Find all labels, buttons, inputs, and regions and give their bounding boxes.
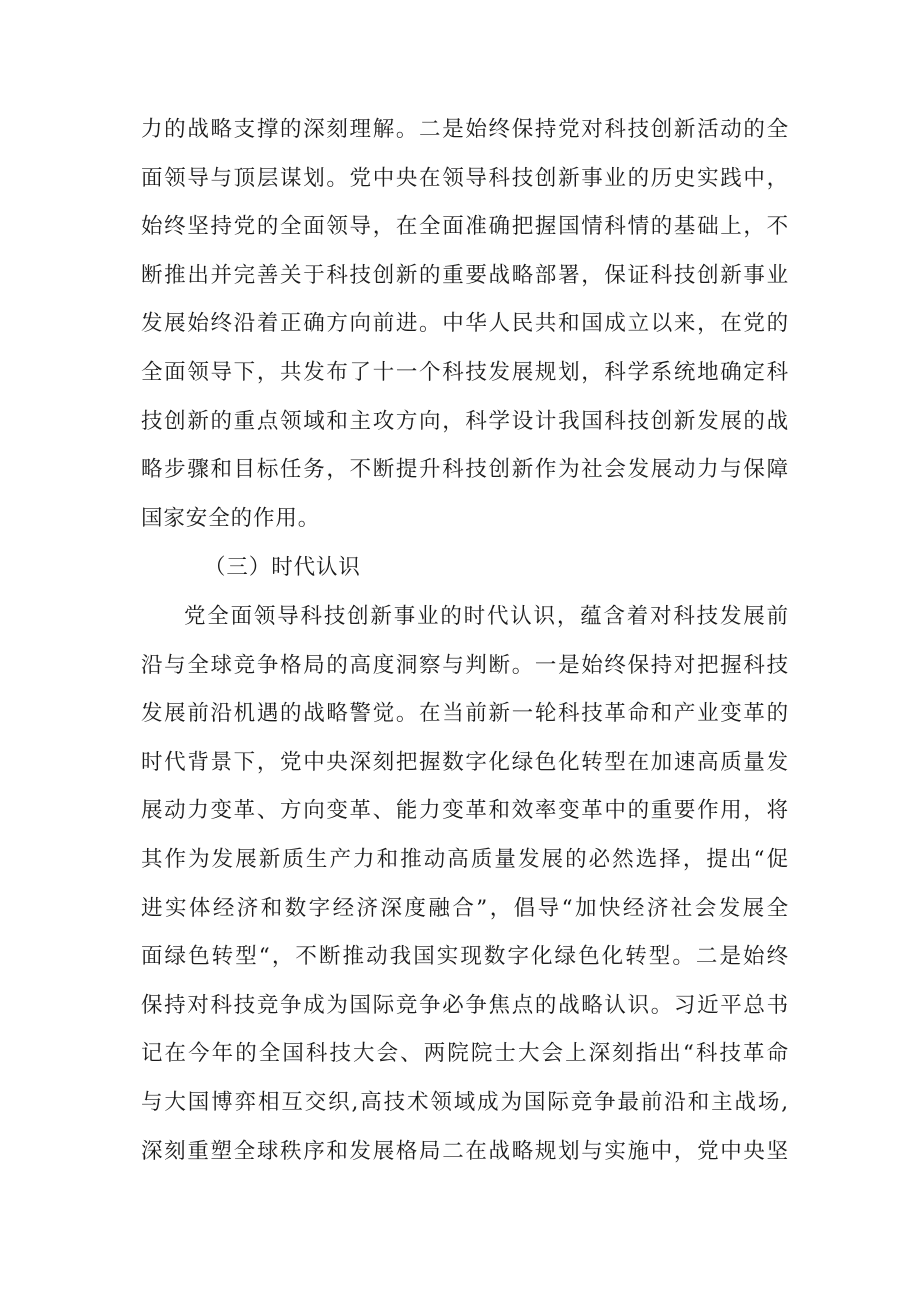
text-line: 国家安全的作用。 — [141, 505, 321, 531]
text-line: 时代背景下，党中央深刻把握数字化绿色化转型在加速高质量发 — [141, 749, 789, 775]
text-line: 展动力变革、方向变革、能力变革和效率变革中的重要作用，将 — [141, 798, 789, 824]
text-line: 面领导与顶层谋划。党中央在领导科技创新事业的历史实践中， — [141, 165, 789, 191]
text-line: 断推出并完善关于科技创新的重要战略部署，保证科技创新事业 — [141, 262, 789, 288]
text-line: 与大国博弈相互交织,高技术领域成为国际竞争最前沿和主战场, — [141, 1089, 789, 1115]
text-line: 略步骤和目标任务，不断提升科技创新作为社会发展动力与保障 — [141, 457, 789, 483]
text-line: 进实体经济和数字经济深度融合”，倡导“加快经济社会发展全 — [141, 895, 789, 921]
text-line: 全面领导下，共发布了十一个科技发展规划，科学系统地确定科 — [141, 359, 789, 385]
text-line: 始终坚持党的全面领导，在全面准确把握国情科情的基础上，不 — [141, 214, 789, 240]
text-line: 深刻重塑全球秩序和发展格局二在战略规划与实施中，党中央坚 — [141, 1138, 789, 1164]
text-line: 沿与全球竞争格局的高度洞察与判断。一是始终保持对把握科技 — [141, 652, 789, 678]
section-heading: （三）时代认识 — [204, 555, 361, 580]
text-line: 其作为发展新质生产力和推动高质量发展的必然选择，提出“促 — [141, 846, 789, 872]
text-line: 面绿色转型“，不断推动我国实现数字化绿色化转型。二是始终 — [141, 944, 789, 970]
text-line: 力的战略支撑的深刻理解。二是始终保持党对科技创新活动的全 — [141, 117, 789, 142]
text-line: 发展始终沿着正确方向前进。中华人民共和国成立以来，在党的 — [141, 311, 789, 337]
text-line: 技创新的重点领域和主攻方向，科学设计我国科技创新发展的战 — [141, 408, 789, 434]
paragraph-2 — [141, 593, 789, 1176]
paragraph-1 — [141, 106, 789, 543]
text-line: 记在今年的全国科技大会、两院院士大会上深刻指出“科技革命 — [141, 1041, 789, 1067]
text-line: 保持对科技竞争成为国际竞争必争焦点的战略认识。习近平总书 — [141, 992, 789, 1018]
text-line: 党全面领导科技创新事业的时代认识，蕴含着对科技发展前 — [184, 604, 789, 629]
text-line: 发展前沿机遇的战略警觉。在当前新一轮科技革命和产业变革的 — [141, 701, 789, 727]
